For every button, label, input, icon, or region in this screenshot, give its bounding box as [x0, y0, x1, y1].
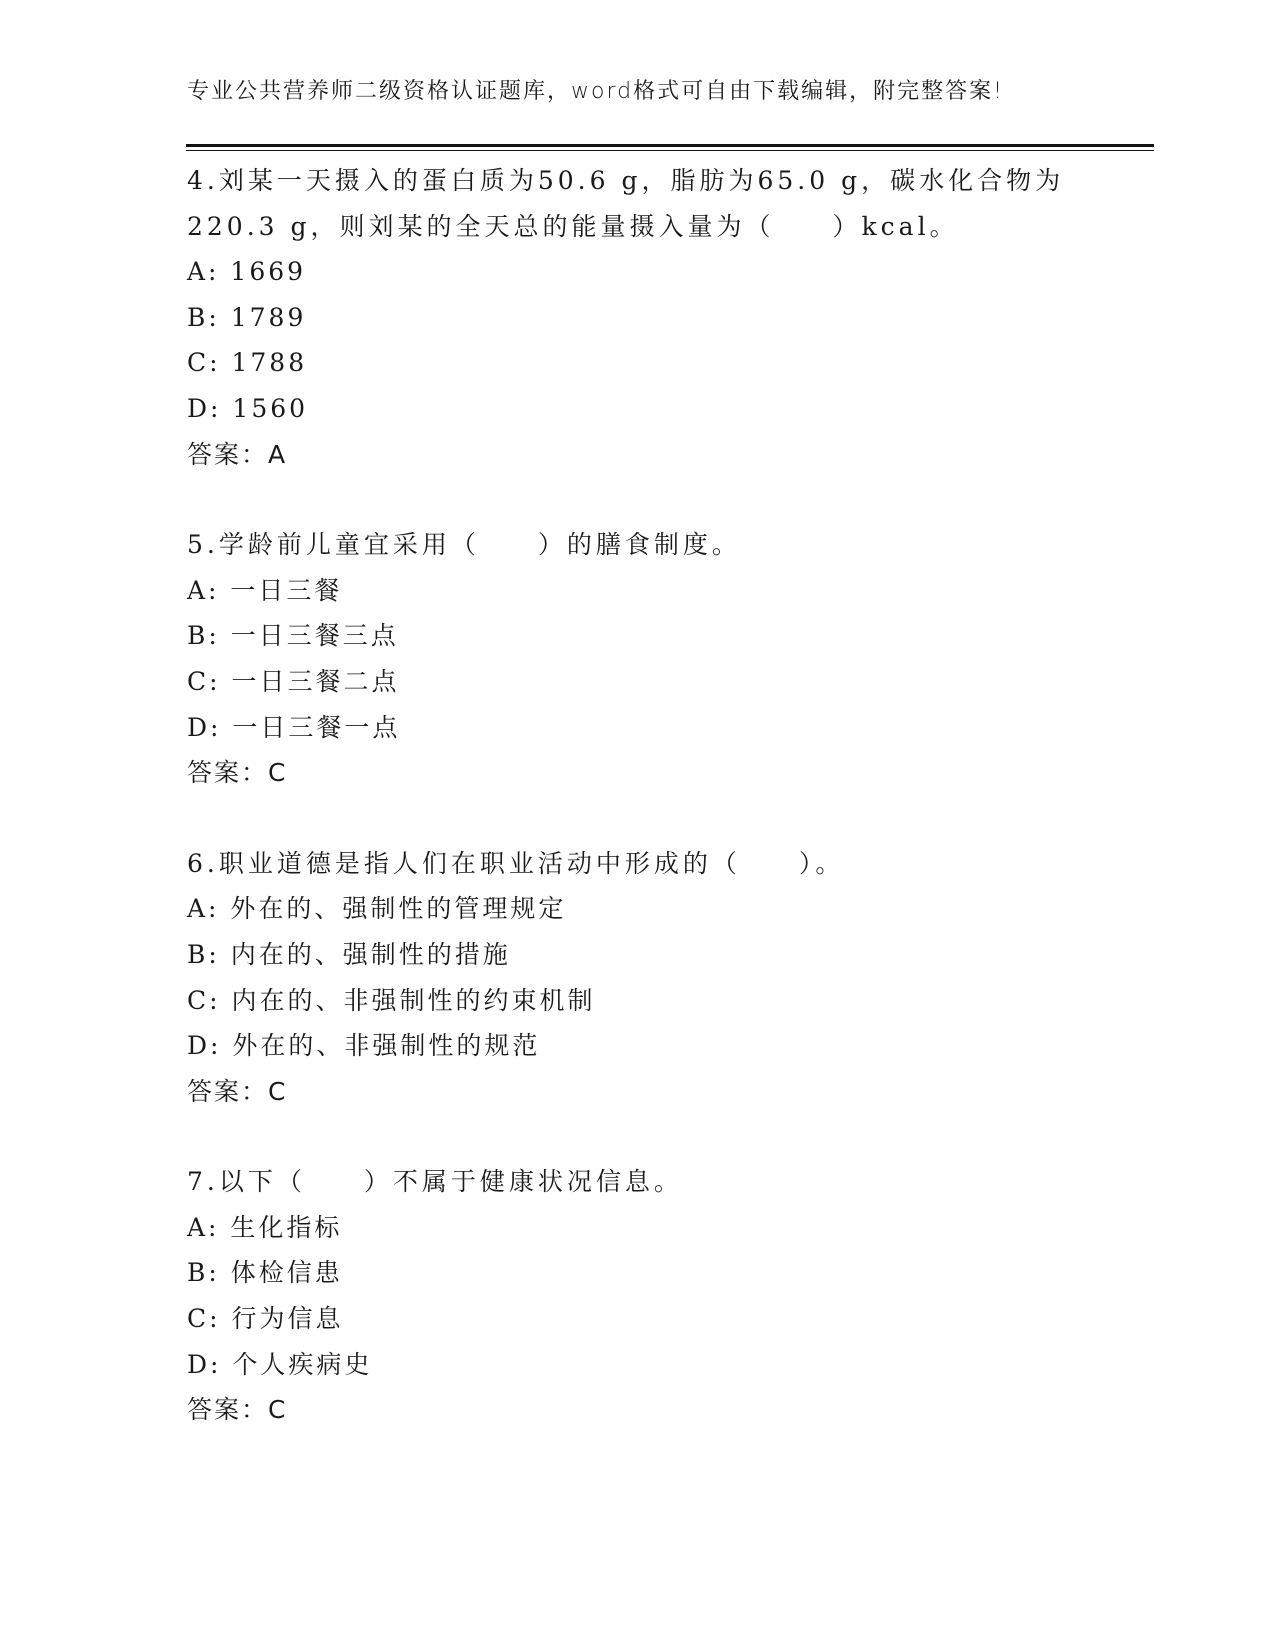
option-b: B: 体检信患 — [187, 1258, 343, 1288]
option-d: D: 1560 — [187, 393, 309, 423]
question-6 — [187, 841, 1147, 1115]
question-text — [187, 158, 1147, 249]
answer-line: 答案：C — [187, 1076, 288, 1106]
answer-line: 答案：A — [187, 439, 288, 469]
option-b: B: 1789 — [187, 302, 307, 332]
option-a: A: 一日三餐 — [187, 575, 343, 605]
question-text-line: 5.学龄前儿童宜采用（ ）的膳食制度。 — [187, 530, 741, 560]
question-text-line: 220.3 g，则刘某的全天总的能量摄入量为（ ）kcal。 — [187, 211, 959, 241]
option-c: C: 一日三餐二点 — [187, 666, 400, 696]
question-list — [187, 158, 1147, 1478]
option-b: B: 内在的、强制性的措施 — [187, 939, 511, 969]
option-d: D: 外在的、非强制性的规范 — [187, 1031, 541, 1061]
page-header: 专业公共营养师二级资格认证题库，word格式可自由下载编辑，附完整答案! — [187, 79, 1004, 104]
option-d: D: 一日三餐一点 — [187, 712, 401, 742]
option-d: D: 个人疾病史 — [187, 1349, 373, 1379]
question-text-line: 4.刘某一天摄入的蛋白质为50.6 g，脂肪为65.0 g，碳水化合物为 — [187, 166, 1065, 195]
option-a: A: 1669 — [187, 257, 307, 287]
question-4 — [187, 158, 1147, 477]
option-b: B: 一日三餐三点 — [187, 621, 399, 651]
option-c: C: 1788 — [187, 348, 308, 378]
question-5 — [187, 522, 1147, 796]
header-rule-thick — [186, 144, 1154, 147]
question-text — [187, 522, 1147, 568]
question-text-line: 6.职业道德是指人们在职业活动中形成的（ ）。 — [187, 848, 845, 878]
option-c: C: 内在的、非强制性的约束机制 — [187, 985, 596, 1015]
question-text — [187, 841, 1147, 887]
option-c: C: 行为信息 — [187, 1304, 344, 1334]
question-text — [187, 1159, 1147, 1205]
option-a: A: 外在的、强制性的管理规定 — [187, 894, 567, 924]
answer-line: 答案：C — [187, 1395, 288, 1425]
header-rule-thin — [186, 150, 1154, 151]
answer-line: 答案：C — [187, 758, 288, 788]
option-a: A: 生化指标 — [187, 1212, 343, 1242]
question-text-line: 7.以下（ ）不属于健康状况信息。 — [187, 1167, 683, 1197]
question-7 — [187, 1159, 1147, 1433]
